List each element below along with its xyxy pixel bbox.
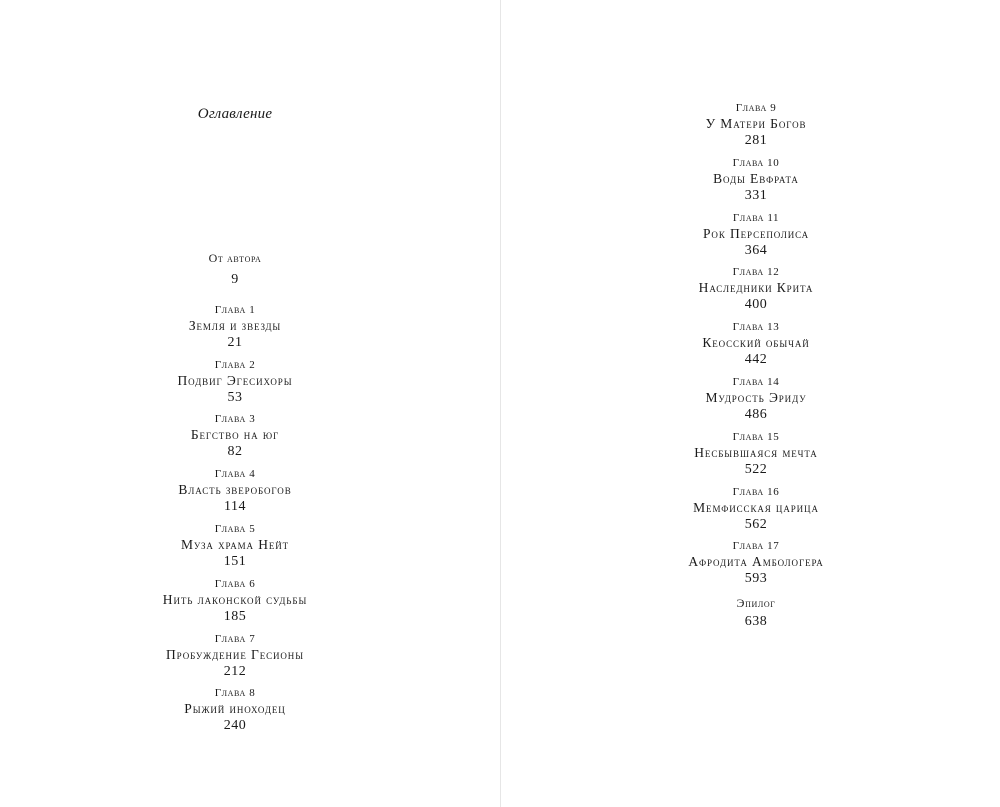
toc-page-number: 21 bbox=[227, 334, 243, 350]
toc-chapter-label: Глава 7 bbox=[214, 632, 256, 645]
toc-chapter-label: Глава 5 bbox=[214, 522, 256, 535]
toc-page-number: 522 bbox=[744, 461, 768, 477]
toc-chapter-label: Глава 2 bbox=[214, 358, 256, 371]
toc-chapter-title: Подвиг Эгесихоры bbox=[177, 372, 293, 388]
toc-page-number: 114 bbox=[224, 499, 246, 515]
toc-chapter-label: Глава 11 bbox=[732, 211, 780, 224]
toc-page-number: 151 bbox=[223, 553, 247, 569]
toc-page-number: 400 bbox=[744, 297, 768, 313]
toc-entry bbox=[501, 101, 1000, 156]
toc-page-number: 82 bbox=[227, 444, 243, 460]
toc-list-right bbox=[501, 101, 1000, 649]
toc-entry bbox=[0, 248, 470, 303]
right-page bbox=[501, 0, 1000, 807]
toc-chapter-title: Несбывшаяся мечта bbox=[694, 444, 818, 460]
toc-page-number: 593 bbox=[744, 571, 768, 587]
toc-title: Оглавление bbox=[197, 106, 273, 122]
toc-page-number: 364 bbox=[744, 242, 768, 258]
toc-entry bbox=[501, 594, 1000, 649]
toc-page-number: 638 bbox=[744, 614, 768, 630]
toc-chapter-label: От автора bbox=[208, 251, 262, 265]
toc-page-number: 240 bbox=[223, 718, 247, 734]
toc-chapter-label: Глава 6 bbox=[214, 577, 256, 590]
toc-entry bbox=[0, 412, 470, 467]
toc-chapter-label: Глава 14 bbox=[732, 375, 780, 388]
toc-entry bbox=[501, 211, 1000, 266]
toc-entry bbox=[0, 577, 470, 632]
toc-entry bbox=[501, 320, 1000, 375]
toc-chapter-title: Рыжий иноходец bbox=[184, 701, 286, 717]
toc-page-number: 9 bbox=[231, 272, 239, 287]
toc-chapter-label: Глава 13 bbox=[732, 321, 780, 334]
toc-chapter-label: Глава 4 bbox=[214, 468, 256, 481]
toc-chapter-label: Глава 8 bbox=[214, 687, 256, 700]
toc-entry bbox=[501, 430, 1000, 485]
toc-page-number: 486 bbox=[744, 406, 768, 422]
toc-chapter-label: Глава 12 bbox=[732, 266, 780, 279]
toc-chapter-label: Глава 9 bbox=[735, 102, 777, 114]
toc-chapter-title: Нить лаконской судьбы bbox=[162, 591, 308, 607]
toc-page-number: 212 bbox=[223, 663, 247, 679]
toc-entry bbox=[0, 522, 470, 577]
toc-list-left bbox=[0, 248, 470, 741]
toc-chapter-title: У Матери Богов bbox=[705, 116, 807, 131]
toc-entry bbox=[501, 375, 1000, 430]
toc-chapter-label: Эпилог bbox=[736, 596, 776, 611]
toc-chapter-title: Мудрость Эриду bbox=[705, 389, 807, 405]
toc-chapter-title: Воды Евфрата bbox=[713, 170, 799, 186]
toc-entry bbox=[0, 303, 470, 358]
toc-entry bbox=[501, 265, 1000, 320]
toc-chapter-title: Кеосский обычай bbox=[702, 335, 810, 351]
toc-page-number: 331 bbox=[744, 187, 768, 203]
toc-chapter-title: Пробуждение Гесионы bbox=[166, 646, 304, 662]
toc-page-number: 281 bbox=[744, 133, 768, 148]
toc-chapter-title: Власть зверобогов bbox=[178, 482, 292, 498]
toc-chapter-title: Рок Персеполиса bbox=[703, 225, 809, 241]
toc-chapter-title: Земля и звезды bbox=[188, 317, 282, 333]
toc-page-number: 185 bbox=[223, 608, 247, 624]
toc-chapter-title: Наследники Крита bbox=[698, 280, 814, 296]
toc-page-number: 53 bbox=[227, 389, 243, 405]
toc-entry bbox=[0, 467, 470, 522]
toc-page-number: 442 bbox=[744, 352, 768, 368]
toc-chapter-label: Глава 10 bbox=[732, 156, 780, 169]
toc-entry bbox=[0, 358, 470, 413]
toc-page-number: 562 bbox=[744, 516, 768, 532]
toc-chapter-title: Муза храма Нейт bbox=[180, 536, 290, 552]
toc-chapter-label: Глава 16 bbox=[732, 485, 780, 498]
toc-entry bbox=[0, 632, 470, 687]
toc-chapter-label: Глава 3 bbox=[214, 413, 256, 426]
toc-chapter-label: Глава 17 bbox=[732, 540, 780, 553]
toc-chapter-title: Мемфисская царица bbox=[693, 499, 819, 515]
toc-chapter-label: Глава 15 bbox=[732, 430, 780, 443]
toc-entry bbox=[501, 539, 1000, 594]
toc-entry bbox=[501, 156, 1000, 211]
toc-chapter-title: Бегство на юг bbox=[190, 427, 280, 443]
toc-entry bbox=[0, 686, 470, 741]
toc-chapter-title: Афродита Амбологера bbox=[688, 554, 824, 570]
toc-entry bbox=[501, 485, 1000, 540]
toc-chapter-label: Глава 1 bbox=[214, 303, 256, 316]
